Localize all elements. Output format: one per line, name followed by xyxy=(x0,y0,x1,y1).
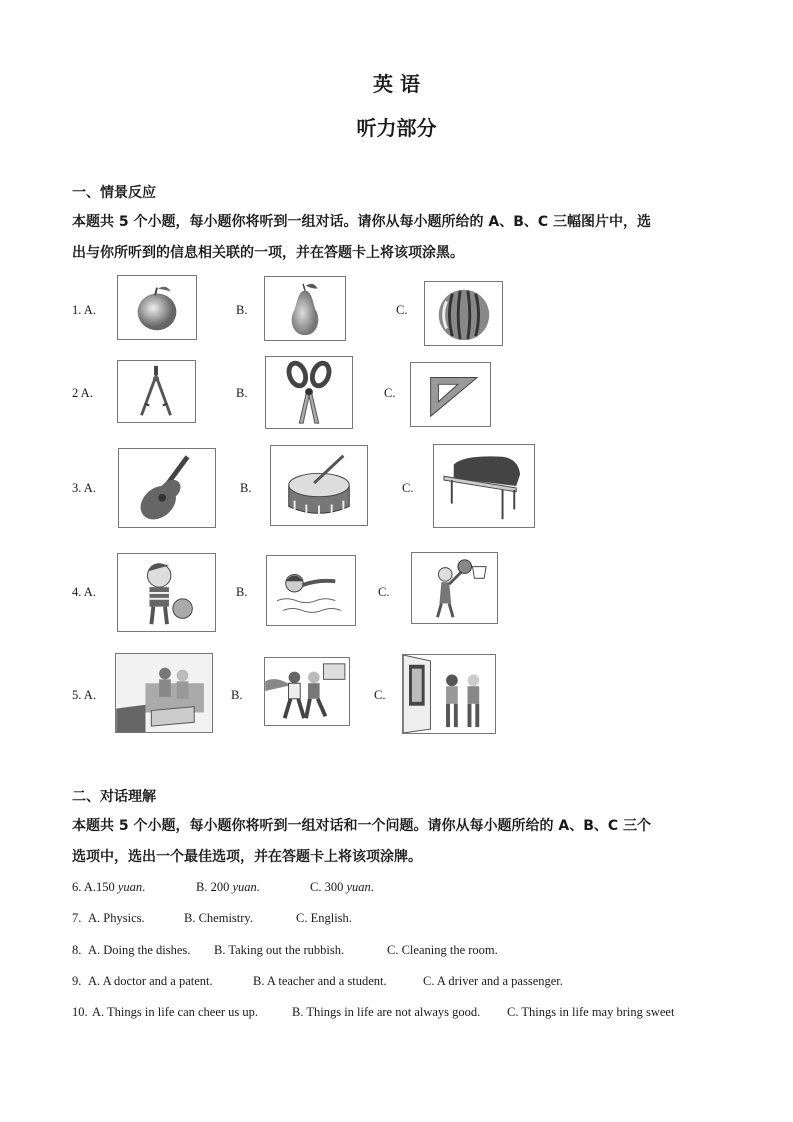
instruction-line-2: 出与你所听到的信息相关联的一项，并在答题卡上将该项涂黑。 xyxy=(72,245,464,261)
option-punct: . xyxy=(142,880,146,894)
question-number: 6. xyxy=(72,880,82,894)
question-number: 7. xyxy=(72,911,82,925)
question-3-label: 3. A. xyxy=(72,481,96,495)
piano-icon xyxy=(434,445,534,527)
apple-icon xyxy=(118,276,196,339)
question-4-option-c-label: C. xyxy=(378,585,390,599)
boy-playing-soccer-icon xyxy=(118,554,215,631)
watermelon-icon xyxy=(425,282,502,345)
option-punct: . xyxy=(370,880,374,894)
question-9-option-c[interactable]: C. A driver and a passenger. xyxy=(423,974,563,988)
option-text: A.150 xyxy=(83,880,118,894)
option-4a-boy-soccer-image[interactable] xyxy=(117,553,216,632)
instruction-line-2: 选项中，选出一个最佳选项，并在答题卡上将该项涂牌。 xyxy=(72,849,422,865)
question-2-label: 2 A. xyxy=(72,386,93,400)
question-10-option-c[interactable]: C. Things in life may bring sweet xyxy=(507,1005,675,1019)
option-text: C. 300 xyxy=(310,880,347,894)
drum-icon xyxy=(271,446,367,525)
option-2a-compasses-image[interactable] xyxy=(117,360,196,423)
question-number: 10. xyxy=(72,1005,88,1019)
option-1b-pear-image[interactable] xyxy=(264,276,346,341)
question-6-option-b[interactable] xyxy=(196,880,260,895)
question-1-option-b-label: B. xyxy=(236,303,248,317)
section-1-instruction xyxy=(72,207,732,269)
option-unit: yuan. xyxy=(232,880,260,894)
question-2-option-b-label: B. xyxy=(236,386,248,400)
pear-icon xyxy=(265,277,345,340)
instruction-line-1: 本题共 5 个小题，每小题你将听到一组对话。请你从每小题所给的 A、B、C 三幅图片中，选 xyxy=(72,214,652,230)
question-7-option-b[interactable]: B. Chemistry. xyxy=(184,911,253,925)
guitar-icon xyxy=(119,449,215,527)
question-10-option-b[interactable]: B. Things in life are not always good. xyxy=(292,1005,481,1019)
compasses-icon xyxy=(118,361,195,422)
question-8-option-c[interactable]: C. Cleaning the room. xyxy=(387,943,498,957)
question-number: 9. xyxy=(72,974,82,988)
option-5c-gallery-image[interactable] xyxy=(402,654,496,734)
question-9-option-b[interactable]: B. A teacher and a student. xyxy=(253,974,387,988)
question-7-option-a[interactable]: A. Physics. xyxy=(88,911,145,925)
document-subtitle: 听力部分 xyxy=(356,116,437,140)
two-boys-walking-street-icon xyxy=(265,658,349,725)
question-1-label: 1. A. xyxy=(72,303,96,317)
scissors-icon xyxy=(266,357,352,428)
question-6-option-c[interactable] xyxy=(310,880,374,895)
option-2b-scissors-image[interactable] xyxy=(265,356,353,429)
instruction-line-1: 本题共 5 个小题，每小题你将听到一组对话和一个问题。请你从每小题所给的 A、B、C 三个 xyxy=(72,818,652,834)
girl-playing-basketball-icon xyxy=(412,553,497,623)
people-watching-tv-icon xyxy=(116,654,212,732)
option-4c-basketball-image[interactable] xyxy=(411,552,498,624)
option-3b-drum-image[interactable] xyxy=(270,445,368,526)
document-title: 英 语 xyxy=(373,72,420,96)
set-square-icon xyxy=(411,363,490,426)
question-10-option-a[interactable]: A. Things in life can cheer us up. xyxy=(92,1005,259,1019)
option-2c-set-square-image[interactable] xyxy=(410,362,491,427)
question-3-option-c-label: C. xyxy=(402,481,414,495)
section-2-heading: 二、对话理解 xyxy=(72,789,156,805)
option-4b-swimming-image[interactable] xyxy=(266,555,356,626)
question-3-option-b-label: B. xyxy=(240,481,252,495)
boy-swimming-icon xyxy=(267,556,355,625)
question-4-label: 4. A. xyxy=(72,585,96,599)
option-unit: yuan xyxy=(117,880,143,894)
option-1c-watermelon-image[interactable] xyxy=(424,281,503,346)
section-1-heading: 一、情景反应 xyxy=(72,185,156,201)
option-text: B. 200 xyxy=(196,880,233,894)
section-2-instruction xyxy=(72,811,732,873)
question-8-option-b[interactable]: B. Taking out the rubbish. xyxy=(214,943,345,957)
question-8-option-a[interactable]: A. Doing the dishes. xyxy=(88,943,191,957)
question-5-label: 5. A. xyxy=(72,688,96,702)
option-3a-guitar-image[interactable] xyxy=(118,448,216,528)
option-5a-watching-tv-image[interactable] xyxy=(115,653,213,733)
question-number: 8. xyxy=(72,943,82,957)
option-unit: yuan xyxy=(346,880,371,894)
question-9-option-a[interactable]: A. A doctor and a patent. xyxy=(88,974,213,988)
question-5-option-c-label: C. xyxy=(374,688,386,702)
question-7-option-c[interactable]: C. English. xyxy=(296,911,352,925)
option-3c-piano-image[interactable] xyxy=(433,444,535,528)
question-5-option-b-label: B. xyxy=(231,688,243,702)
question-2-option-c-label: C. xyxy=(384,386,396,400)
question-6-option-a[interactable] xyxy=(72,880,145,895)
option-1a-apple-image[interactable] xyxy=(117,275,197,340)
question-4-option-b-label: B. xyxy=(236,585,248,599)
option-5b-street-image[interactable] xyxy=(264,657,350,726)
two-boys-at-gallery-icon xyxy=(403,655,495,733)
question-1-option-c-label: C. xyxy=(396,303,408,317)
